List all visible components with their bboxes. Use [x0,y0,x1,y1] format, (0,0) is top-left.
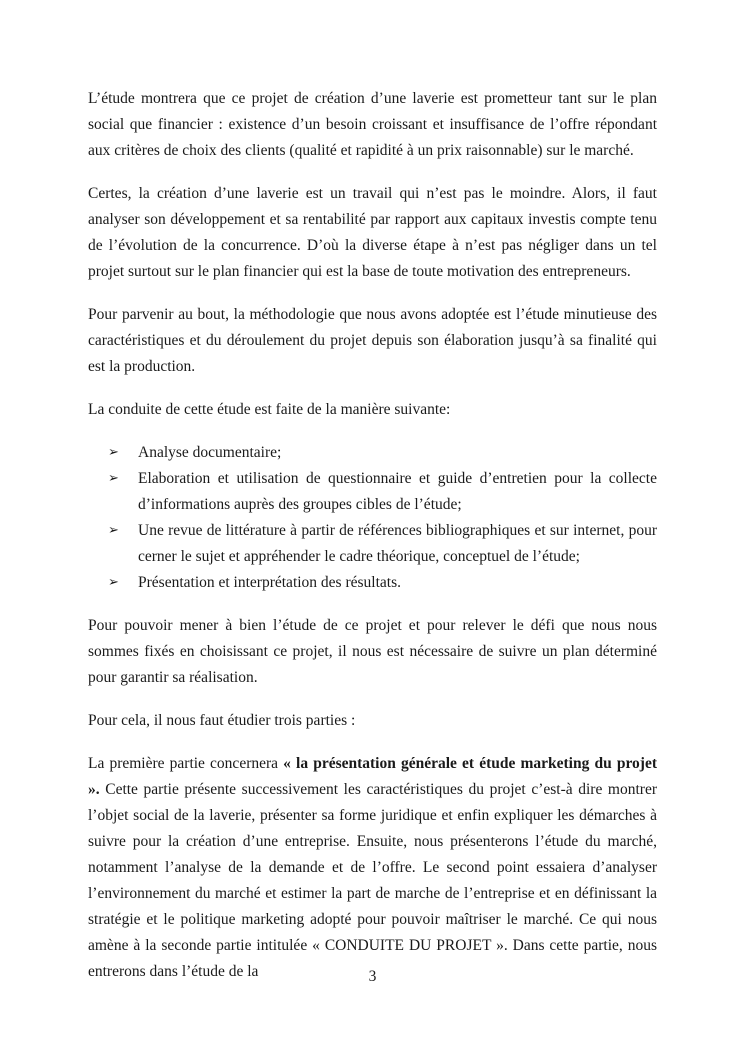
arrow-bullet-icon: ➢ [108,523,119,538]
paragraph-methodology: Pour parvenir au bout, la méthodologie que nous avons adoptée est l’étude minutieuse des caractéristiques et du déroulement du projet depuis son élaboration jusqu’à sa finalité qui est la production. [88,306,657,375]
first-part-title-bold: « la présentation générale et étude marketing du projet ». [88,755,657,798]
paragraph-conduct-intro: La conduite de cette étude est faite de la manière suivante: [88,401,451,418]
list-item [88,466,657,518]
list-item-text: Une revue de littérature à partir de références bibliographiques et sur internet, pour cerner le sujet et appréhender le cadre théorique, conceptuel de l’étude; [138,522,657,565]
first-part-lead: La première partie concernera [88,755,284,772]
list-item-text: Elaboration et utilisation de questionnaire et guide d’entretien pour la collecte d’informations auprès des groupes cibles de l’étude; [138,470,657,513]
list-item [88,518,657,570]
paragraph-first-part [88,751,657,985]
arrow-bullet-icon: ➢ [108,445,119,460]
methodology-list [88,440,657,596]
arrow-bullet-icon: ➢ [108,471,119,486]
arrow-bullet-icon: ➢ [108,575,119,590]
first-part-body: Cette partie présente successivement les caractéristiques du projet c’est-à dire montrer l’objet social de la laverie, présenter sa forme juridique et enfin expliquer les démarches à suivre pour la création d’une entreprise. Ensuite, nous présenterons l’étude du marché, notamment l’analyse de la demande et de l’offre. Le second point essaiera d’analyser l’environnement du marché et estimer la part de marche de l’entreprise et en définissant la stratégie et le politique marketing adopté pour pouvoir maîtriser le marché. Ce qui nous amène à la seconde partie intitulée « CONDUITE DU PROJET ». Dans cette partie, nous entrerons dans l’étude de la [88,781,657,980]
paragraph-three-parts: Pour cela, il nous faut étudier trois parties : [88,712,356,729]
paragraph-plan: Pour pouvoir mener à bien l’étude de ce projet et pour relever le défi que nous nous sommes fixés en choisissant ce projet, il nous est nécessaire de suivre un plan déterminé pour garantir sa réalisation. [88,617,657,686]
list-item [88,570,657,596]
list-item-text: Analyse documentaire; [138,444,282,461]
list-item-text: Présentation et interprétation des résultats. [138,574,401,591]
paragraph-intro: L’étude montrera que ce projet de création d’une laverie est prometteur tant sur le plan social que financier : existence d’un besoin croissant et insuffisance de l’offre répondant aux critères de choix des clients (qualité et rapidité à un prix raisonnable) sur le marché. [88,90,657,159]
page-number: 3 [368,968,377,985]
paragraph-analysis: Certes, la création d’une laverie est un travail qui n’est pas le moindre. Alors, il faut analyser son développement et sa rentabilité par rapport aux capitaux investis compte tenu de l’évolution de la concurrence. D’où la diverse étape à n’est pas négliger dans un tel projet surtout sur le plan financier qui est la base de toute motivation des entrepreneurs. [88,185,657,280]
list-item [88,440,657,466]
